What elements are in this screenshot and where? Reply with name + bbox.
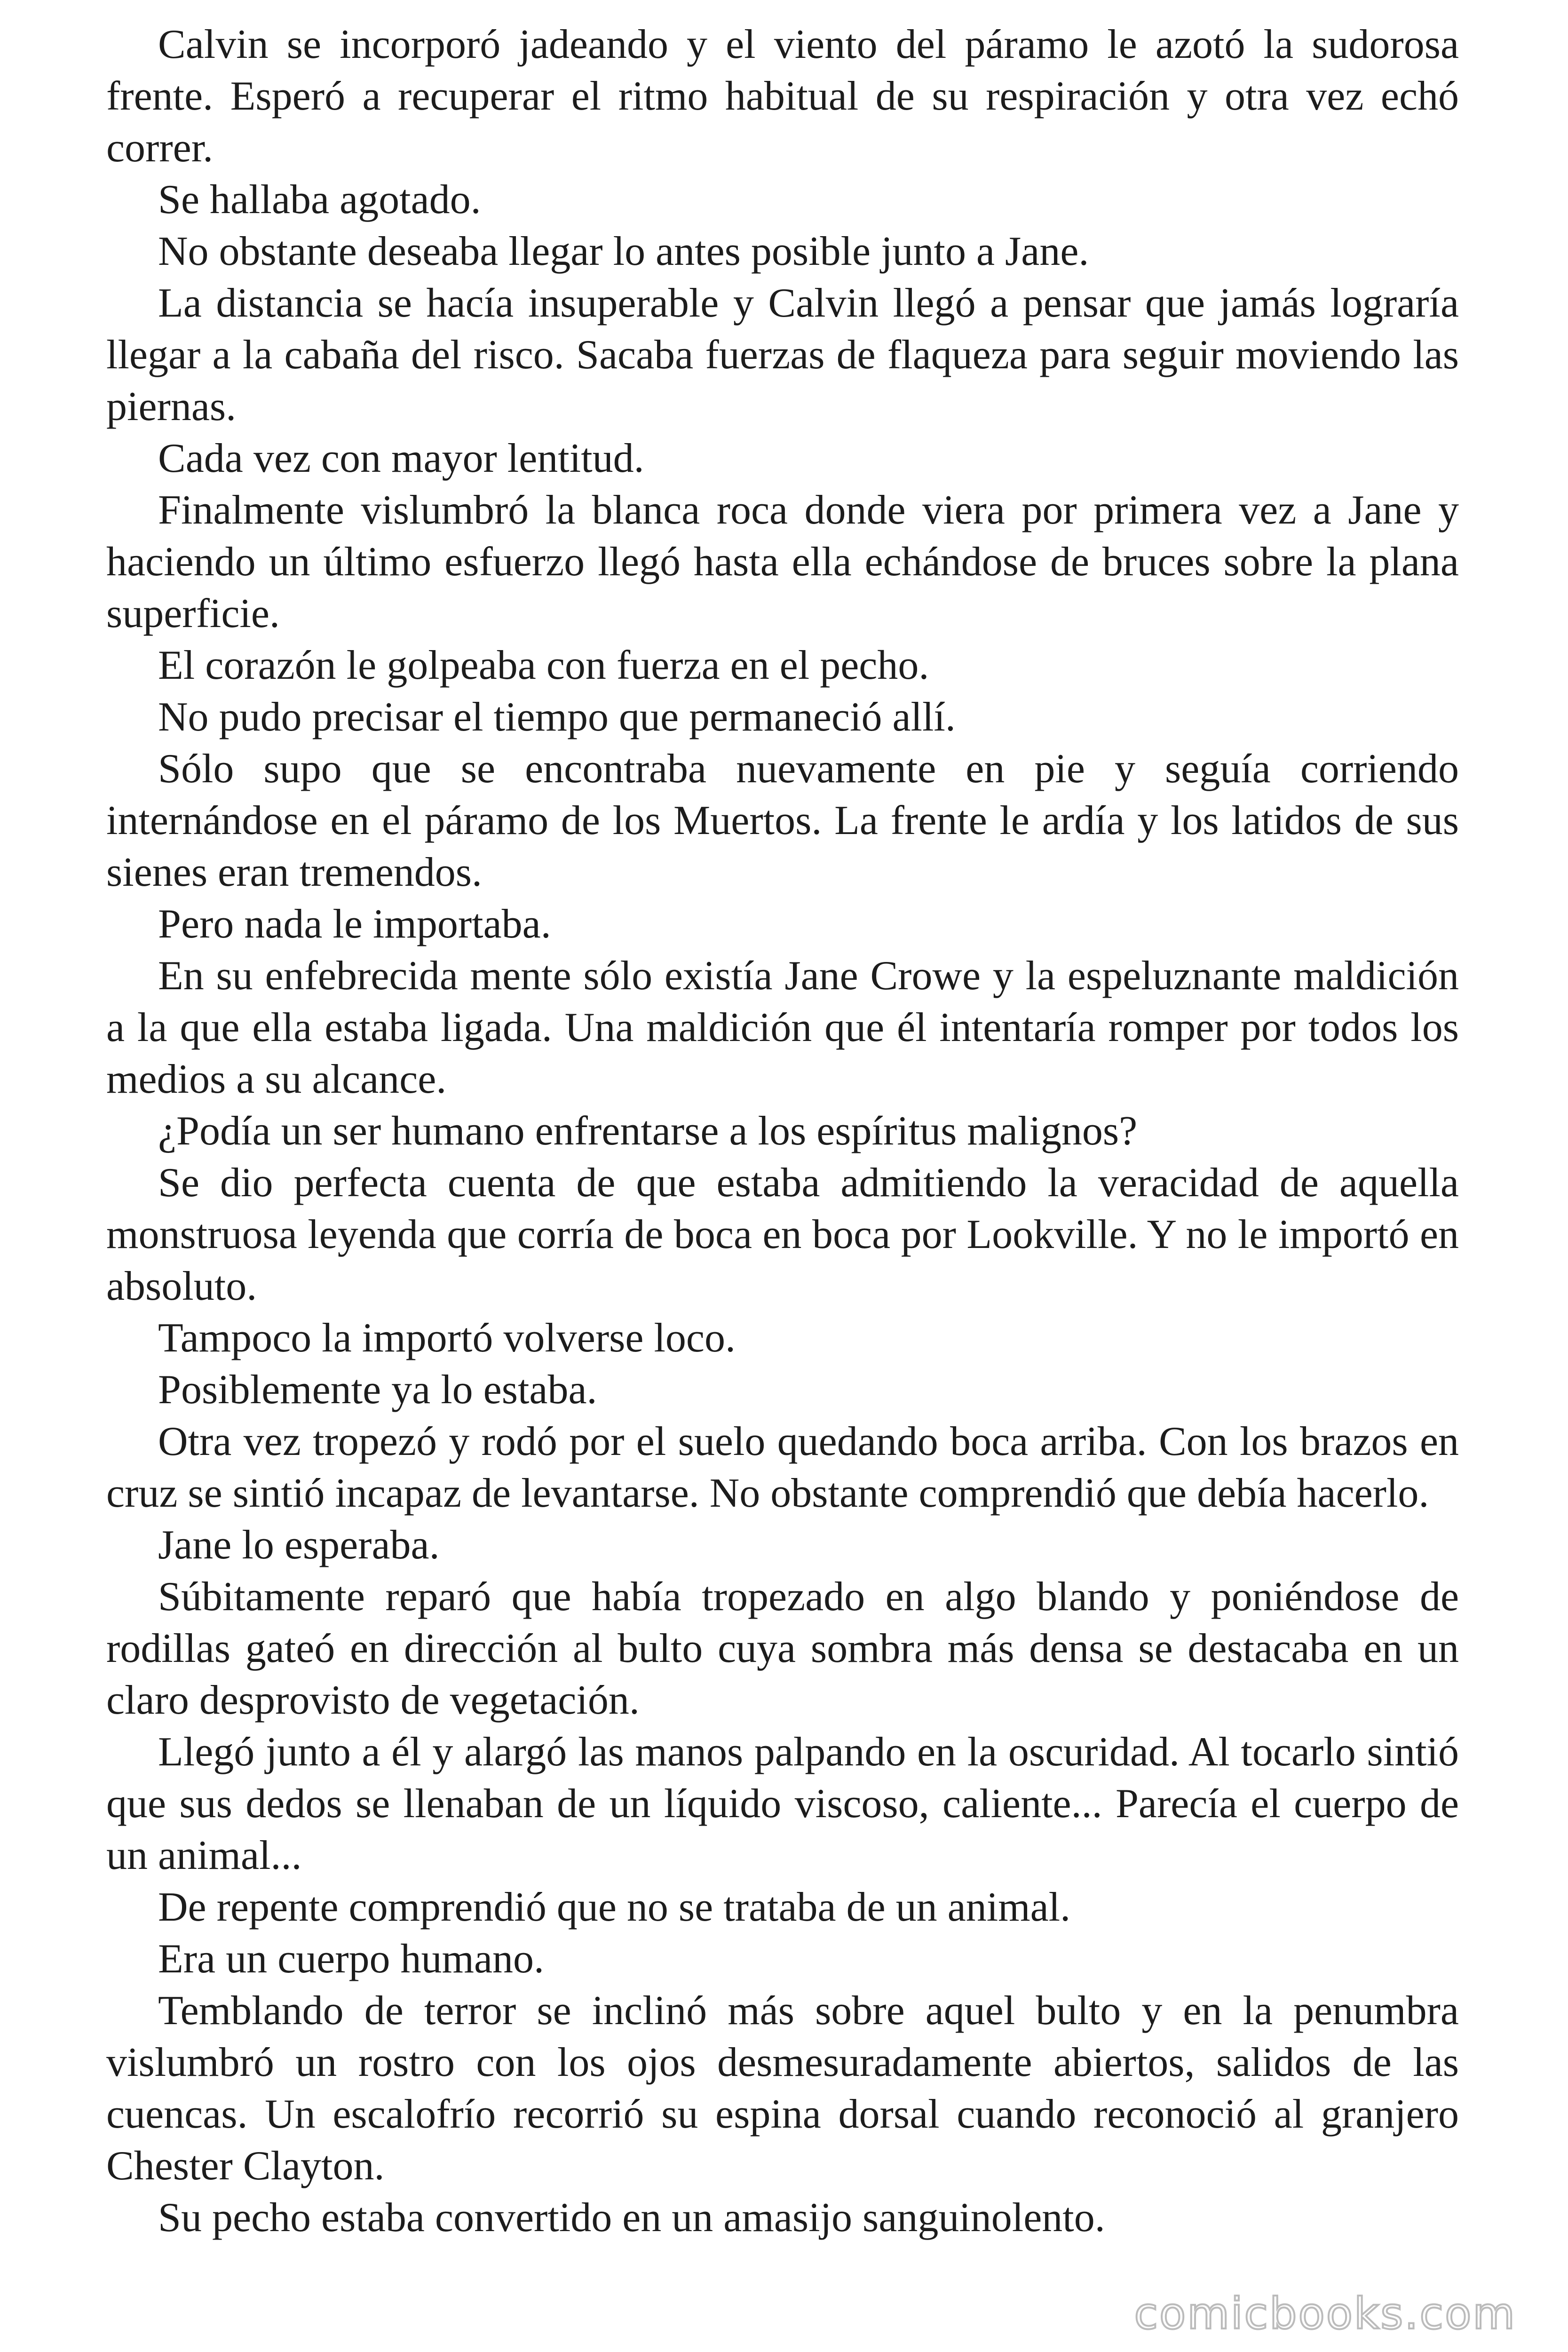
paragraph-14: Tampoco la importó volverse loco. xyxy=(158,1315,736,1361)
paragraph-5: Cada vez con mayor lentitud. xyxy=(158,436,644,481)
paragraph-15: Posiblemente ya lo estaba. xyxy=(158,1367,597,1413)
paragraph-3: No obstante deseaba llegar lo antes posible junto a Jane. xyxy=(158,229,1089,274)
paragraph-2: Se hallaba agotado. xyxy=(158,177,481,222)
paragraph-18: Súbitamente reparó que había tropezado en algo blando y poniéndose de rodillas gateó en dirección al bulto cuya sombra más densa se destacaba en un claro desprovisto de vegetación. xyxy=(106,1574,1459,1723)
paragraph-20: De repente comprendió que no se trataba de un animal. xyxy=(158,1884,1071,1930)
paragraph-16: Otra vez tropezó y rodó por el suelo quedando boca arriba. Con los brazos en cruz se sintió incapaz de levantarse. No obstante comprendió que debía hacerlo. xyxy=(106,1419,1459,1516)
book-page xyxy=(106,19,1459,2324)
paragraph-13: Se dio perfecta cuenta de que estaba admitiendo la veracidad de aquella monstruosa leyenda que corría de boca en boca por Lookville. Y no le importó en absoluto. xyxy=(106,1160,1459,1309)
paragraph-1: Calvin se incorporó jadeando y el viento del páramo le azotó la sudorosa frente. Esperó a recuperar el ritmo habitual de su respiración y otra vez echó correr. xyxy=(106,22,1459,171)
paragraph-6: Finalmente vislumbró la blanca roca donde viera por primera vez a Jane y haciendo un último esfuerzo llegó hasta ella echándose de bruces sobre la plana superficie. xyxy=(106,487,1459,636)
paragraph-22: Temblando de terror se inclinó más sobre aquel bulto y en la penumbra vislumbró un rostro con los ojos desmesuradamente abiertos, salidos de las cuencas. Un escalofrío recorrió su espina dorsal cuando reconoció al granjero Chester Clayton. xyxy=(106,1988,1459,2189)
paragraph-4: La distancia se hacía insuperable y Calvin llegó a pensar que jamás lograría llegar a la cabaña del risco. Sacaba fuerzas de flaqueza para seguir moviendo las piernas. xyxy=(106,280,1459,429)
watermark: comicbooks.com xyxy=(1134,2288,1516,2339)
paragraph-8: No pudo precisar el tiempo que permaneció allí. xyxy=(158,694,956,740)
paragraph-12: ¿Podía un ser humano enfrentarse a los espíritus malignos? xyxy=(158,1108,1138,1154)
paragraph-10: Pero nada le importaba. xyxy=(158,901,551,947)
paragraph-17: Jane lo esperaba. xyxy=(158,1522,440,1568)
paragraph-19: Llegó junto a él y alargó las manos palpando en la oscuridad. Al tocarlo sintió que sus dedos se llenaban de un líquido viscoso, caliente... Parecía el cuerpo de un animal... xyxy=(106,1729,1459,1878)
paragraph-23: Su pecho estaba convertido en un amasijo sanguinolento. xyxy=(158,2195,1105,2241)
paragraph-11: En su enfebrecida mente sólo existía Jane Crowe y la espeluznante maldición a la que ella estaba ligada. Una maldición que él intentaría romper por todos los medios a su alcance. xyxy=(106,953,1459,1102)
paragraph-21: Era un cuerpo humano. xyxy=(158,1936,545,1982)
paragraph-7: El corazón le golpeaba con fuerza en el pecho. xyxy=(158,643,929,688)
paragraph-9: Sólo supo que se encontraba nuevamente en pie y seguía corriendo internándose en el páramo de los Muertos. La frente le ardía y los latidos de sus sienes eran tremendos. xyxy=(106,746,1459,895)
